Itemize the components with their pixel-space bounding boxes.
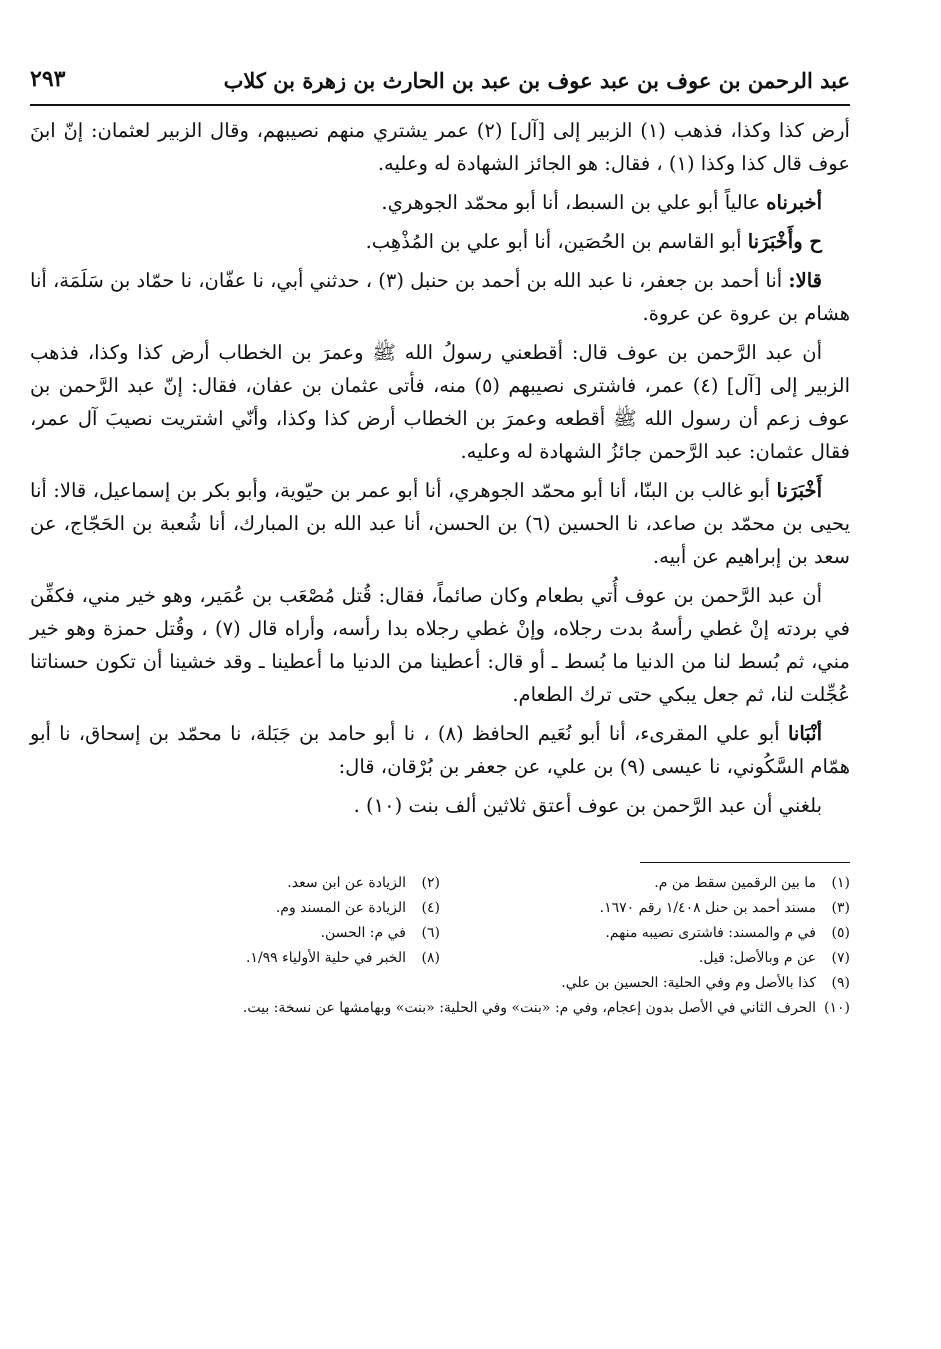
header-rule bbox=[30, 104, 850, 106]
footnote-number: (١٠) bbox=[824, 1000, 850, 1016]
footnote-number: (٤) bbox=[421, 900, 440, 916]
paragraph-1 bbox=[30, 114, 850, 180]
footnote-number: (٢) bbox=[421, 875, 440, 891]
isnad-2 bbox=[30, 225, 850, 258]
footnote-row bbox=[30, 996, 850, 1021]
footnote-10 bbox=[30, 996, 850, 1021]
footnote-row bbox=[30, 871, 850, 896]
page-number: ٢٩٣ bbox=[30, 66, 66, 92]
isnad-lead: أَخْبَرَنا bbox=[776, 479, 822, 502]
isnad-text: أنا أحمد بن جعفر، نا عبد الله بن أحمد بن حنبل (٣) ، حدثني أبي، نا عفّان، نا حمّاد بن سَلَمَة، أنا هشام بن عروة عن عروة. bbox=[30, 269, 850, 325]
footnote-7 bbox=[440, 946, 850, 971]
footnote-number: (٣) bbox=[831, 900, 850, 916]
footnote-4 bbox=[30, 896, 440, 921]
footnote-row bbox=[30, 946, 850, 971]
paragraph-text: أرض كذا وكذا، فذهب (١) الزبير إلى [آل] (٢) عمر يشتري منهم نصيبهم، وقال الزبير لعثمان: إنّ ابنَ عوف قال كذا وكذا (١) ، فقال: هو الجائز الشهادة له وعليه. bbox=[30, 119, 850, 175]
footnote-9 bbox=[30, 971, 850, 996]
footnote-5 bbox=[440, 921, 850, 946]
footnotes bbox=[30, 871, 850, 1021]
footnote-6 bbox=[30, 921, 440, 946]
footnote-text: الزيادة عن ابن سعد. bbox=[287, 875, 406, 891]
isnad-lead: ح وأَخْبَرَنا bbox=[747, 230, 822, 253]
running-header bbox=[30, 62, 850, 104]
isnad-text: أبو علي المقرىء، أنا أبو نُعَيم الحافظ (٨) ، نا أبو حامد بن جَبَلة، نا محمّد بن إسحاق، نا أبو همّام السَّكُوني، نا عيسى (٩) بن علي، عن جعفر بن بُرْقان، قال: bbox=[30, 722, 850, 778]
footnote-3 bbox=[440, 896, 850, 921]
footnote-text: مسند أحمد بن حنل ١/٤٠٨ رقم ١٦٧٠. bbox=[599, 900, 816, 916]
footnote-text: في م والمسند: فاشترى نصيبه منهم. bbox=[605, 925, 816, 941]
footnote-8 bbox=[30, 946, 440, 971]
paragraph-text: أن عبد الرَّحمن بن عوف قال: أقطعني رسولُ الله ﷺ وعمرَ بن الخطاب أرض كذا وكذا، فذهب الزبير إلى [آل] (٤) عمر، فاشترى نصيبهم (٥) منه، فأتى عثمان بن عفان، فقال: إنّ عبد الرَّحمن بن عوف زعم أن رسول الله ﷺ أقطعه وعمرَ بن الخطاب أرض كذا وكذا، وأنّي اشتريت نصيبَ آل عمر، فقال عثمان: عبد الرَّحمن جائزُ الشهادة له وعليه. bbox=[30, 341, 850, 463]
paragraph-text: أن عبد الرَّحمن بن عوف أُتي بطعام وكان صائماً، فقال: قُتل مُصْعَب بن عُمَير، وهو خير مني، فكفِّن في بردته إنْ غطي رأسهُ بدت رجلاه، وإنْ غطي رجلاه بدا رأسه، وأراه قال (٧) ، وقُتل حمزة وهو خير مني، ثم بُسط لنا من الدنيا ما بُسط ـ أو قال: أعطينا من الدنيا ما أعطينا ـ وقد خشينا أن تكون حسناتنا عُجِّلت لنا، ثم جعل يبكي حتى ترك الطعام. bbox=[30, 584, 851, 706]
isnad-lead: أنْبَانا bbox=[787, 722, 823, 745]
isnad-lead: أخبرناه bbox=[766, 191, 822, 214]
footnote-row bbox=[30, 971, 850, 996]
isnad-text: عالياً أبو علي بن السبط، أنا أبو محمّد الجوهري. bbox=[381, 191, 767, 214]
isnad-text: أبو غالب بن البنّا، أنا أبو محمّد الجوهري، أنا أبو عمر بن حيّوية، وأبو بكر بن إسماعيل، قالا: أنا يحيى بن محمّد بن صاعد، نا الحسين (٦) بن الحسن، أنا عبد الله بن المبارك، أنا شُعبة بن الحَجّاج، عن سعد بن إبراهيم عن أبيه. bbox=[30, 479, 850, 568]
footnote-text: كذا بالأصل وم وفي الحلية: الحسين بن علي. bbox=[561, 975, 816, 991]
footnote-text: الخبر في حلية الأولياء ١/٩٩. bbox=[245, 950, 406, 966]
footnote-text: عن م وبالأصل: قيل. bbox=[698, 950, 816, 966]
footnote-number: (٧) bbox=[831, 950, 850, 966]
footnote-row bbox=[30, 921, 850, 946]
footnote-2 bbox=[30, 871, 440, 896]
book-page bbox=[30, 62, 850, 1312]
paragraph-3 bbox=[30, 579, 850, 711]
footnote-number: (٩) bbox=[831, 975, 850, 991]
isnad-5 bbox=[30, 717, 850, 783]
isnad-3 bbox=[30, 264, 850, 330]
isnad-4 bbox=[30, 474, 850, 573]
footnote-text: الزيادة عن المسند وم. bbox=[275, 900, 406, 916]
isnad-text: أبو القاسم بن الحُصَين، أنا أبو علي بن المُذْهِب. bbox=[365, 230, 748, 253]
footnote-text: الحرف الثاني في الأصل بدون إعجام، وفي م: «بنت» وفي الحلية: «بنت» وبهامشها عن نسخة: بيت. bbox=[242, 1000, 816, 1016]
footnote-number: (٨) bbox=[421, 950, 440, 966]
footnote-number: (١) bbox=[831, 875, 850, 891]
paragraph-text: بلغني أن عبد الرَّحمن بن عوف أعتق ثلاثين ألف بنت (١٠) . bbox=[353, 794, 822, 817]
isnad-lead: قالا: bbox=[788, 269, 822, 292]
footnote-text: في م: الحسن. bbox=[320, 925, 406, 941]
isnad-1 bbox=[30, 186, 850, 219]
main-text bbox=[30, 114, 850, 822]
footnote-number: (٥) bbox=[831, 925, 850, 941]
paragraph-4 bbox=[30, 789, 850, 822]
footnote-separator bbox=[640, 862, 850, 863]
running-title: عبد الرحمن بن عوف بن عبد عوف بن عبد بن الحارث بن زهرة بن كلاب bbox=[223, 68, 850, 93]
footnote-number: (٦) bbox=[421, 925, 440, 941]
footnote-row bbox=[30, 896, 850, 921]
paragraph-2 bbox=[30, 336, 850, 468]
footnote-1 bbox=[440, 871, 850, 896]
footnote-text: ما بين الرقمين سقط من م. bbox=[654, 875, 816, 891]
